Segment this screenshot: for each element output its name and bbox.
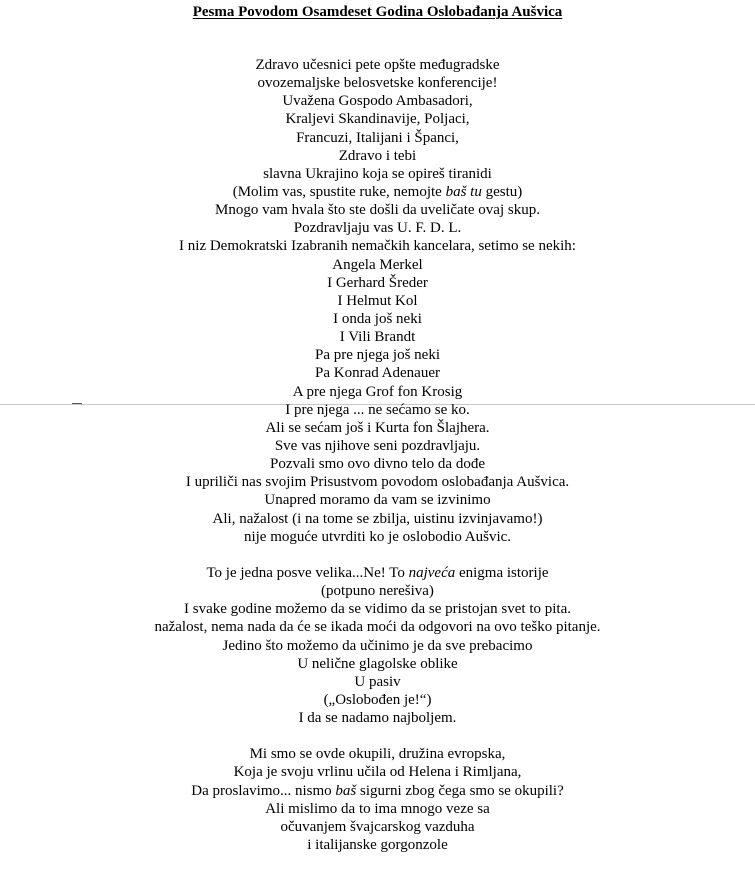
poem-line: Francuzi, Italijani i Španci, xyxy=(296,129,459,146)
poem-line: Ali mislimo da to ima mnogo veze sa xyxy=(265,800,490,817)
poem-body xyxy=(0,56,755,854)
poem-line: Pa pre njega još neki xyxy=(315,347,440,364)
poem-line: U pasiv xyxy=(354,673,401,690)
poem-line: Koja je svoju vrlinu učila od Helena i Rimljana, xyxy=(233,764,522,781)
poem-line: Pozdravljaju vas U. F. D. L. xyxy=(293,220,462,237)
poem-line: („Oslobođen je!“) xyxy=(323,691,432,708)
poem-line: I Helmut Kol xyxy=(337,292,418,309)
poem-line: ovozemaljske belosvetske konferencije! xyxy=(257,75,498,92)
poem-line: I onda još neki xyxy=(333,310,422,327)
poem-line: I pre njega ... ne sećamo se ko. xyxy=(285,401,470,418)
poem-line: I upriliči nas svojim Prisustvom povodom oslobađanja Aušvica. xyxy=(185,474,570,491)
poem-line: Zdravo učesnici pete opšte međugradske xyxy=(255,57,500,73)
poem-line: Pa Konrad Adenauer xyxy=(315,365,440,382)
poem-line: Sve vas njihove seni pozdravljaju. xyxy=(274,437,481,454)
line-text: sigurni zbog čega smo se okupili? xyxy=(356,782,564,799)
poem-line: Ali, nažalost (i na tome se zbilja, uistinu izvinjavamo!) xyxy=(212,510,543,527)
line-text: (Molim vas, spustite ruke, nemojte xyxy=(232,183,446,200)
poem-line: A pre njega Grof fon Krosig xyxy=(292,383,463,400)
poem-line: i italijanske gorgonzole xyxy=(307,837,448,854)
poem-line: Kraljevi Skandinavije, Poljaci, xyxy=(285,111,470,128)
poem-line: I da se nadamo najboljem. xyxy=(298,710,457,727)
poem-line xyxy=(0,782,755,800)
poem-line: Mi smo se ovde okupili, družina evropska, xyxy=(249,746,506,763)
line-text: gestu) xyxy=(481,183,523,200)
stanza-gap xyxy=(0,546,755,564)
poem-line: slavna Ukrajino koja se opireš tiranidi xyxy=(263,165,492,182)
poem-line: I svake godine možemo da se vidimo da se pristojan svet to pita. xyxy=(184,601,571,618)
line-emphasis: najveća xyxy=(408,564,456,581)
poem-line: (potpuno nerešiva) xyxy=(321,583,434,600)
poem-line: Angela Merkel xyxy=(332,256,423,273)
line-text: enigma istorije xyxy=(455,564,549,581)
line-text: Da proslavimo... nismo xyxy=(191,782,336,799)
poem-line: očuvanjem švajcarskog vazduha xyxy=(280,818,475,835)
line-emphasis: baš xyxy=(335,782,357,799)
poem-line: Ali se sećam još i Kurta fon Šlajhera. xyxy=(265,419,490,436)
poem-line: U nelične glagolske oblike xyxy=(297,655,458,672)
line-emphasis: baš tu xyxy=(445,183,482,200)
poem-line: nažalost, nema nada da će se ikada moći da odgovori na ovo teško pitanje. xyxy=(154,619,601,636)
poem-line: I Gerhard Šreder xyxy=(327,274,428,291)
poem-line xyxy=(0,183,755,201)
poem-line: Unapred moramo da vam se izvinimo xyxy=(264,492,491,509)
poem-line xyxy=(0,564,755,582)
poem-line: I niz Demokratski Izabranih nemačkih kancelara, setimo se nekih: xyxy=(179,238,576,255)
poem-line: I Vili Brandt xyxy=(339,329,416,346)
poem-line: Pozvali smo ovo divno telo da dođe xyxy=(270,456,485,473)
poem-line: Mnogo vam hvala što ste došli da uveličate ovaj skup. xyxy=(215,202,540,219)
poem-line: Jedino što možemo da učinimo je da sve prebacimo xyxy=(222,637,533,654)
line-text: To je jedna posve velika...Ne! To xyxy=(206,564,409,581)
poem-line: Zdravo i tebi xyxy=(338,147,417,164)
poem-line: Uvažena Gospodo Ambasadori, xyxy=(282,93,473,110)
poem-title: Pesma Povodom Osamdeset Godina Oslobađanja Aušvica xyxy=(192,4,563,20)
poem-line: nije moguće utvrditi ko je oslobodio Aušvic. xyxy=(243,528,512,545)
stanza-gap xyxy=(0,727,755,745)
